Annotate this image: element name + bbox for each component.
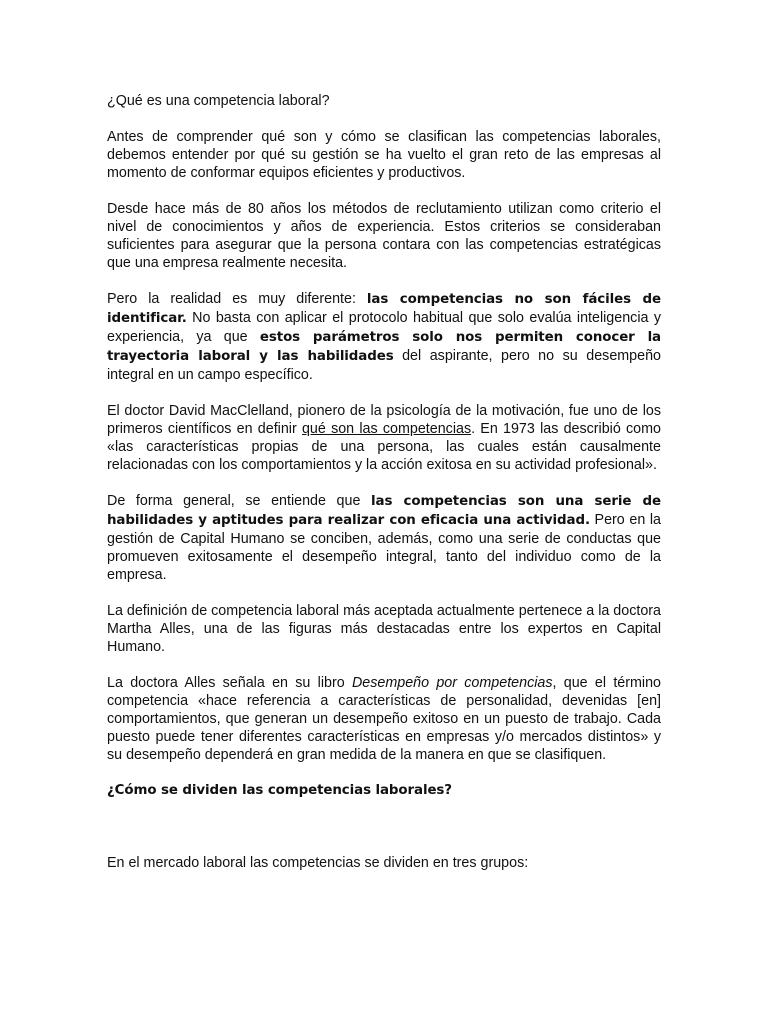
- paragraph-text: No basta con aplicar el protocolo habitual que solo evalúa inteligencia y experiencia, ya que: [107, 310, 661, 345]
- paragraph-text: . En 1973 las describió como «las características propias de una persona, las cuales están causalmente relacionadas con los comportamientos y la acción exitosa en su actividad profesional».: [107, 421, 661, 473]
- paragraph-text: , que el término competencia «hace referencia a características de personalidad, devenidas [en] comportamientos, que generan un desempeño exitoso en un puesto de trabajo. Cada puesto puede tener diferentes características en empresas y/o mercados distintos» y su desempeño dependerá en gran medida de la manera en que se clasifiquen.: [107, 675, 661, 763]
- paragraph-macclelland: [107, 402, 661, 474]
- paragraph-text: De forma general, se entiende que: [107, 493, 372, 509]
- paragraph-text: La doctora Alles señala en su libro: [107, 675, 352, 691]
- document-body: [107, 92, 661, 890]
- paragraph-martha-alles: La definición de competencia laboral más aceptada actualmente pertenece a la doctora Martha Alles, una de las figuras más destacadas entre los expertos en Capital Humano.: [107, 603, 661, 655]
- paragraph-text: del aspirante, pero no su desempeño integral en un campo específico.: [107, 348, 661, 383]
- book-title: Desempeño por competencias: [351, 675, 553, 691]
- paragraph-text: El doctor David MacClelland, pionero de la psicología de la motivación, fue uno de los primeros científicos en definir: [107, 403, 661, 437]
- paragraph-general-definition: [107, 492, 661, 584]
- section-heading: ¿Cómo se dividen las competencias laborales?: [107, 783, 452, 798]
- paragraph-reality: [107, 290, 661, 384]
- paragraph-alles-book: [107, 674, 661, 764]
- bold-text: estos parámetros solo nos permiten conocer la trayectoria laboral y las habilidades: [107, 330, 661, 364]
- paragraph-recruitment-history: Desde hace más de 80 años los métodos de reclutamiento utilizan como criterio el nivel de conocimientos y años de experiencia. Estos criterios se consideraban suficientes para asegurar que la persona contara con las competencias estratégicas que una empresa realmente necesita.: [107, 201, 661, 271]
- document-title: ¿Qué es una competencia laboral?: [107, 93, 330, 109]
- bold-text: las competencias son una serie de habilidades y aptitudes para realizar con eficacia una actividad.: [107, 494, 661, 528]
- paragraph-text: Pero la realidad es muy diferente:: [107, 291, 367, 307]
- paragraph-three-groups: En el mercado laboral las competencias se dividen en tres grupos:: [107, 855, 529, 871]
- paragraph-intro: Antes de comprender qué son y cómo se clasifican las competencias laborales, debemos entender por qué su gestión se ha vuelto el gran reto de las empresas al momento de conformar equipos eficientes y productivos.: [107, 129, 661, 181]
- blank-space: [107, 818, 661, 854]
- link-que-son-competencias[interactable]: qué son las competencias: [301, 421, 472, 437]
- bold-text: las competencias no son fáciles de identificar.: [107, 292, 662, 326]
- paragraph-text: Pero en la gestión de Capital Humano se conciben, además, como una serie de conductas que promueven exitosamente el desempeño integral, tanto del individuo como de la empresa.: [107, 512, 661, 583]
